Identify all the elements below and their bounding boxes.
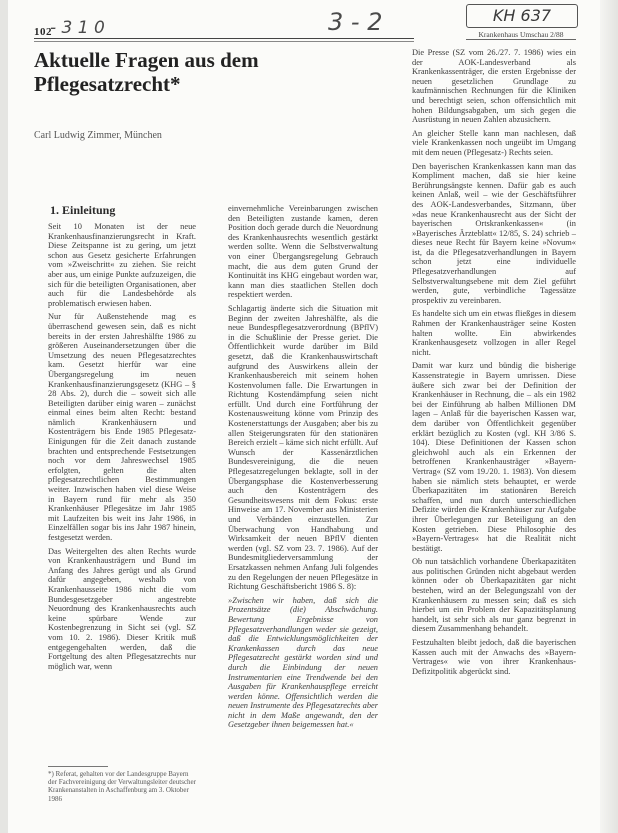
paragraph: Den bayerischen Krankenkassen kann man das Kompliment machen, daß sie hier keine Berührungsängste kennen. Dafür gab es auch keinen Anlaß, weil – wie der Geschäftsführer des AOK-Landesverbandes, Sitzmann, über »das neue Krankenhausrecht aus der Sicht der bayerischen Ortskrankenkassen« (in »Bayerisches Ärzteblatt« 12/85, S. 24) schrieb – dieses neue Recht für Bayern keine »Novum« ist, da die Pflegesatzverhandlungen in Bayern schon jetzt eine individuelle Pflegesatzverhandlungen auf Selbstverwaltungsebene mit dem Ziel geführt werden, gute, verbindliche Tagessätze prospektiv zu vereinbaren. (412, 161, 576, 305)
archive-stamp: KH 637 (466, 4, 578, 28)
text-column-left (48, 222, 196, 675)
paragraph: Es handelte sich um ein etwas fließges in diesem Rahmen der Krankenhausträger seine Kosten halten wollte. Ein abwirkendes Krankenhausgesetz vollzogen in aller Regel nicht. (412, 309, 576, 357)
text-column-middle (228, 204, 378, 734)
handwritten-annotation-2: 3 - 2 (328, 8, 383, 36)
paragraph: Ob nun tatsächlich vorhandene Überkapazitäten aus politischen Gründen nicht abgebaut werden können oder ob Überkapazitäten gar nicht bestehen, wird an der Belegungszahl von der Krankenhäusern zu messen sein; daß es sich hierbei um ein Problem der Kapazitätsplanung handelt, ist sehr sich als nur ganz begrenzt in diesem Zusammenhang behandelt. (412, 557, 576, 634)
article-title: Aktuelle Fragen aus dem Pflegesatzrecht* (34, 48, 259, 96)
header-rule (34, 38, 414, 39)
header-rule-thin (34, 41, 414, 42)
paragraph: Damit war kurz und bündig die bisherige Kassenstrategie in Bayern umrissen. Diese äußere sich zwar bei der Definition der Krankenhäuser in Rechnung, die – als ein 1982 bei der Einführung ab halben Millionen DM lagen – Anlaß für die bayerischen Kassen war, dem darüber von Öffentlichkeit gegenüber erklärt bezüglich zu Kosten (vgl. KH 3/86 S. 104). Diese Definitionen der Kassen schon gleichwohl auch als ein Erkennen der betroffenen Krankenhausträger »Bayern-Vertrag« (SZ vom 19./20. 1. 1983). Von diesem haben sie nämlich stets behauptet, er werde Überkapazitäten im stationären Bereich schaffen, und nun durch unterschiedlichen Defizite würden die Krankenhäuser zur Aufgabe ihrer Überlegungen zur Beteiligung an den Kosten getrieben. Diese Philosophie des »Bayern-Vertrages« hat die Realität nicht bestätigt. (412, 361, 576, 553)
quote-paragraph: »Zwischen wir haben, daß sich die Prozentsätze (die) Abschwächung. Bewertung Ergebnisse von Pflegesatzverhandlungen weder sie gezeigt, daß die Entwicklungsmöglichkeiten der Krankenkassen durch das neue Pflegesatzrecht gestärkt worden sind und durch die Einbindung der neuen Instrumentarien eine Trendwende bei den Ausgaben für Krankenhauspflege erreicht werden könne. Offensichtlich werden die neuen Instrumente des Pflegesatzrechts aber nicht in dem Maße angewandt, den der Gesetzgeber ihnen beigemessen hat.« (228, 595, 378, 730)
paragraph: An gleicher Stelle kann man nachlesen, daß viele Krankenkassen noch ungeübt im Umgang mit dem neuen (Pflegesatz-) Rechts seien. (412, 128, 576, 157)
paragraph: Seit 10 Monaten ist der neue Krankenhausfinanzierungsrecht in Kraft. Diese Zeitspanne ist zu gering, um jetzt schon aus Gesetz gesicherte Erfahrungen vom »Zweischritt« zu ziehen. Sie reicht aber aus, um einige Punkte aufzuzeigen, die sich für die beteiligten Organisationen, aber auch für die Landesbehörde als problematisch erwiesen haben. (48, 222, 196, 308)
article-author: Carl Ludwig Zimmer, München (34, 130, 162, 141)
handwritten-annotation: - 3 1 0 (50, 18, 105, 38)
page-edge-shadow (600, 0, 618, 833)
paragraph: einvernehmliche Vereinbarungen zwischen den Beteiligten zustande kamen, deren Position doch gerade durch die Neuordnung des Krankenhausrechts wesentlich gestärkt werden sollte. Wenn die Selbstverwaltung von einer Übergangsregelung Gebrauch macht, die aus dem guten Grund der Kontinuität ins KHG eingebaut worden war, kann man dies staatlichen Stellen doch respektiert werden. (228, 204, 378, 300)
journal-name: Krankenhaus Umschau 2/88 (466, 30, 576, 40)
binding-edge (0, 0, 8, 833)
paragraph: Schlagartig änderte sich die Situation mit Beginn der zweiten Jahreshälfte, als die neue Bundespflegesatzverordnung (BPflV) in die Schußlinie der Presse geriet. Die Öffentlichkeit wurde darüber im Bild gesetzt, daß die Krankenhauswirtschaft aufgrund des Auswirkens allein der Krankenhausbereich mit seinem hohen Kostenvolumen falle. Die Erwartungen in Richtung Kostendämpfung seien nicht erfüllt. Und durch eine Fortführung der Kostenausweitung könne vom Prinzip des Kostenerstattungs der Ausgaben; aber bis zu allen Steigerungsraten für den stationären Bereich erzielt – käme sich nicht erfüllt. Auf Wunsch der Kassenärztlichen Bundesvereinigung, die die neuen Pflegesatzregelungen beklagte, soll in der Übergangsphase die Kostenverbesserung auch den Kostenträgern des Gesundheitswesens mit dem Fokus: erste Hinweise am 17. November aus Ministerien und Verbänden einzustellen. Zur Überwachung von Handhabung und Wirksamkeit der neuen BPflV dienten werden (vgl. SZ vom 23. 7. 1986). Auf der Bundesmitgliederversammlung der Ersatzkassen nehmen Anfang Juli folgendes zu den Regelungen der neuen Pflegesätze in Richtung Geschäftsbericht 1986 S. 8): (228, 303, 378, 592)
footnote: *) Referat, gehalten vor der Landesgruppe Bayern der Fachvereinigung der Verwaltungsleiter deutscher Krankenanstalten in Aschaffenburg am 3. Oktober 1986 (48, 770, 196, 803)
paragraph: Festzuhalten bleibt jedoch, daß die bayerischen Kassen auch mit der Anwachs des »Bayern-Vertrages« wie von ihrer Krankenhaus-Defizitpolitik abgerückt sind. (412, 638, 576, 676)
footnote-rule (48, 766, 108, 767)
paragraph: Nur für Außenstehende mag es überraschend gewesen sein, daß es nicht bereits in der ersten Jahreshälfte 1986 zu größeren Auseinandersetzungen über die Umsetzung des neuen Pflegesatzrechtes kam. Gesetzt hierfür war eine Übergangsregelung im neuen Krankenhausfinanzierungsgesetz (KHG – § 28 Abs. 2), durch die – soweit sich alle Beteiligten darüber einig waren – zunächst einmal eines beim alten Recht: bestand nämlich Krankenhäusern und Kostenträgern bis Ende 1985 Pflegesatz-Einigungen für die Zeit danach zustande brachten und entsprechende Festsetzungen noch vor dem Jahreswechsel 1985 erfolgten, gelten die alten pflegesatzrechtlichen Bestimmungen weiter. Inzwischen haben viel diese Weise in Bayern rund für mehr als 350 Krankenhäuser Pflegesätze im Jahr 1985 mit Laufzeiten bis weit ins Jahr 1986, in Einzelfällen sogar bis ins Jahr 1987 hinein, festgesetzt werden. (48, 312, 196, 542)
paragraph: Die Presse (SZ vom 26./27. 7. 1986) wies ein der AOK-Landesverband als Krankenkassenträger, die ersten Ergebnisse der neuen gesetzlichen Grundlage zu kaufmännischen Rechnungen für die Kliniken und berechtigt seien, schon offensichtlich mit hohen Bildungsabgaben, um sich gegen die Ausrüstung in neuen Zahlen abzusichern. (412, 48, 576, 125)
page-number: 102 (34, 26, 52, 38)
section-heading: 1. Einleitung (50, 203, 116, 217)
paragraph: Das Weitergelten des alten Rechts wurde von Krankenhausträgern und Bund im Anfang des Jahres gerügt und als Grund dafür angegeben, weshalb von Krankenhausseite 1986 nicht die vom Bundesgesetzgeber angestrebte Neuordnung des Krankenhausrechts auch keine spürbare Wende zur Kostenbegrenzung in Sicht sei (vgl. SZ vom 10. 2. 1986). Dieser Kritik muß entgegengehalten werden, daß die Fortgeltung des alten Pflegesatzrechts nur möglich war, wenn (48, 546, 196, 671)
text-column-right (412, 48, 576, 680)
